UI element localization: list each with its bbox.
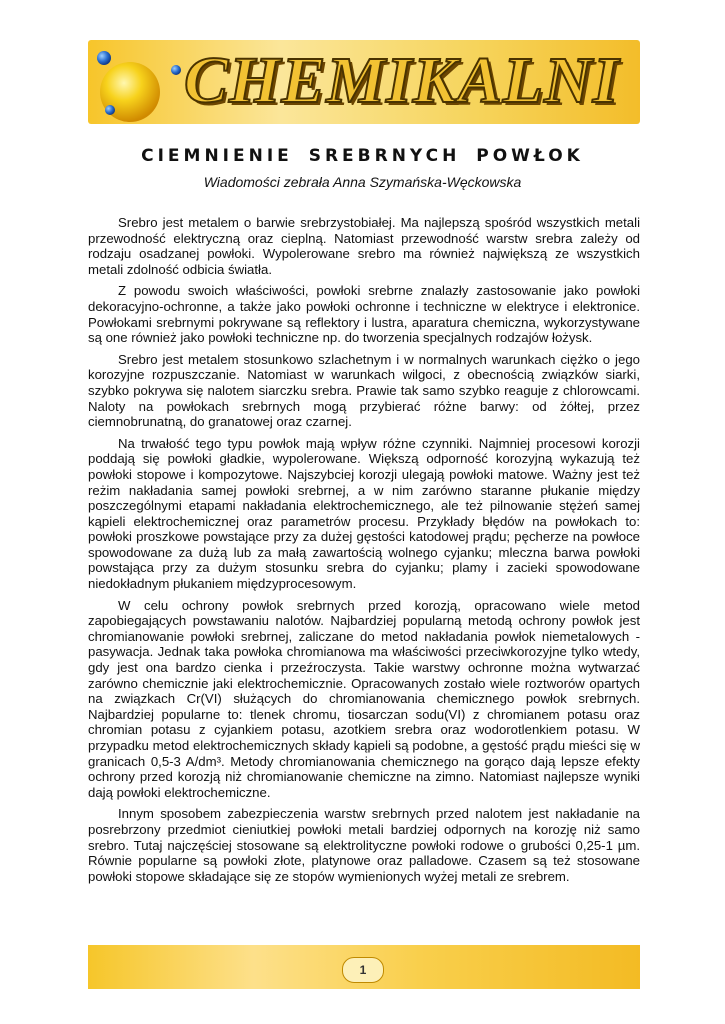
page-number: 1	[342, 957, 384, 983]
article-title: CIEMNIENIE SREBRNYCH POWŁOK	[141, 146, 584, 167]
paragraph: Na trwałość tego typu powłok mają wpływ różne czynniki. Najmniej procesowi korozji poddają się powłoki gładkie, wypolerowane. Większą odporność korozyjną wykazują też powłoki stopowe i kompozytowe. Najszybciej korozji ulegają powłoki matowe. Ważny jest też reżim nakładania samej powłoki srebrnej, a w nim zarówno staranne płukanie między poszczególnymi etapami nakładania elektrochemicznego, ale też pilnowanie stężeń samej kąpieli elektrochemicznej oraz parametrów procesu. Przykłady błędów na powłokach to: powłoki proszkowe powstające przy za dużej gęstości katodowej prądu; pęcherze na powłoce spowodowane za dużą lub za małą zawartością wolnego cyjanku; mleczna barwa powłoki powstająca przy za dużym stosunku srebra do cyjanku; plamy i zacieki spowodowane niedokładnym płukaniem międzyprocesowym.	[88, 435, 640, 592]
paragraph: Z powodu swoich właściwości, powłoki srebrne znalazły zastosowanie jako powłoki dekoracyjno-ochronne, a także jako powłoki ochronne i techniczne w elektryce i elektronice. Powłokami srebrnymi pokrywane są reflektory i lustra, aparatura chemiczna, wykorzystywane są one również jako powłoki techniczne np. do tworzenia specjalnych rodzajów łożysk.	[88, 283, 640, 346]
paragraph: Srebro jest metalem stosunkowo szlachetnym i w normalnych warunkach ciężko o jego korozyjne rozpuszczanie. Natomiast w warunkach wilgoci, z obecnością związków siarki, szybko pokrywa się nalotem siarczku srebra. Prawie tak samo szybko reaguje z chlorowcami. Naloty na powłokach srebrnych mogą przybierać różne barwy: od żółtej, przez ciemnobrunatną, do granatowej oraz czarnej.	[88, 351, 640, 430]
paragraph: Innym sposobem zabezpieczenia warstw srebrnych przed nalotem jest nakładanie na posrebrzony przedmiot cieniutkiej powłoki metali bardziej odpornych na korozję niż samo srebro. Tutaj najczęściej stosowane są elektrolityczne powłoki rodowe o grubości 0,25-1 µm. Równie popularne są powłoki złote, platynowe oraz palladowe. Czasem są też stosowane powłoki stopowe składające się ze stopów wymienionych wyżej metali ze srebrem.	[88, 806, 640, 884]
author-line: Wiadomości zebrała Anna Szymańska-Węckowska	[203, 174, 522, 190]
paragraph: W celu ochrony powłok srebrnych przed korozją, opracowano wiele metod zapobiegających powstawaniu nalotów. Najbardziej popularną metodą ochrony powłok jest chromianowanie powłoki srebrnej, zaliczane do metod nakładania powłok niemetalowych - pasywacja. Jednak taka powłoka chromianowa ma właściwości przeciwkorozyjne tylko wtedy, gdy jest ona bardzo cienka i przeźroczysta. Takie warstwy ochronne można wytwarzać zarówno chemicznie jaki elektrochemicznie. Opracowanych zostało wiele roztworów opartych na związkach Cr(VI) służących do chromianowania chemicznego powłok srebrnych. Najbardziej popularne to: tlenek chromu, tiosarczan sodu(VI) z chromianem potasu oraz chromian potasu z cyjankiem potasu, azotkiem srebra oraz wodorotlenkiem potasu. W przypadku metod elektrochemicznych składy kąpieli są podobne, a gęstość prądu mieści się w granicach 0,5-3 A/dm³. Metody chromianowania chemicznego na gorąco dają lepsze efekty ochrony przed korozją niż chromianowanie chemiczne na zimno. Natomiast najlepsze wyniki dają powłoki elektrochemiczne.	[88, 597, 640, 800]
article-body	[88, 215, 640, 890]
paragraph: Srebro jest metalem o barwie srebrzystobiałej. Ma najlepszą spośród wszystkich metali przewodność elektryczną oraz cieplną. Natomiast przewodność warstw srebra zależy od rodzaju osadzanej powłoki. Wypolerowane srebro ma również największą ze wszystkich metali zdolność odbicia światła.	[88, 215, 640, 277]
logo-wordmark: CHEMIKALNI	[184, 44, 620, 117]
